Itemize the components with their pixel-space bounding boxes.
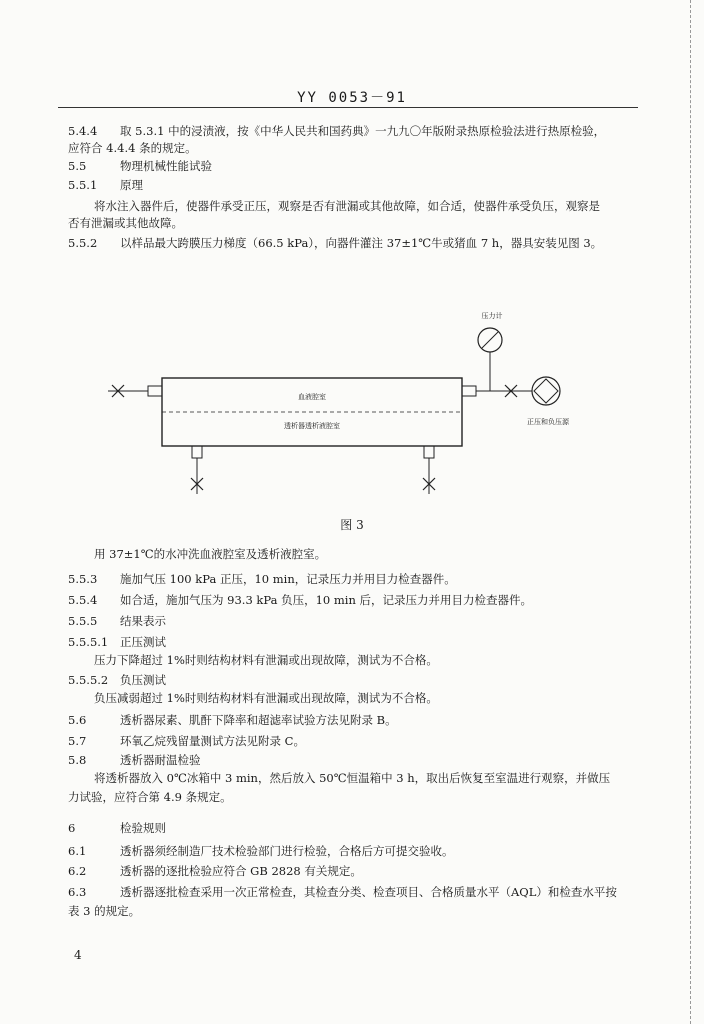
text-line — [94, 546, 326, 562]
clause-text: 应符合 4.4.4 条的规定。 — [68, 141, 197, 155]
text-line — [68, 733, 305, 749]
text-line — [68, 820, 166, 836]
clause-text: 压力下降超过 1%时则结构材料有泄漏或出现故障，测试为不合格。 — [94, 653, 438, 667]
clause-text: 负压测试 — [120, 673, 166, 687]
scan-edge — [690, 0, 692, 1024]
pressure-source-icon — [532, 377, 560, 405]
text-line — [68, 592, 532, 608]
clause-text: 取 5.3.1 中的浸渍液，按《中华人民共和国药典》一九九〇年版附录热原检验法进行热原检验， — [120, 124, 606, 138]
text-line — [68, 123, 605, 139]
clause-number: 6 — [68, 821, 76, 835]
clause-number: 5.5.3 — [68, 572, 98, 586]
text-line — [68, 215, 183, 231]
clause-number: 5.5.5.2 — [68, 673, 109, 687]
text-line — [68, 752, 201, 768]
clause-text: 力试验，应符合第 4.9 条规定。 — [68, 790, 232, 804]
clause-text: 原理 — [120, 178, 143, 192]
clause-number: 5.5.5.1 — [68, 635, 109, 649]
gauge-label: 压力计 — [481, 312, 503, 320]
clause-number: 5.5.5 — [68, 614, 98, 628]
clause-text: 检验规则 — [120, 821, 166, 835]
clause-text: 施加气压 100 kPa 正压，10 min，记录压力并用目力检查器件。 — [120, 572, 456, 586]
text-line — [68, 235, 602, 251]
text-line — [94, 198, 600, 214]
clause-text: 透析器逐批检查采用一次正常检查，其检查分类、检查项目、合格质量水平（AQL）和检查水平按 — [120, 885, 617, 899]
clause-text: 否有泄漏或其他故障。 — [68, 216, 183, 230]
clause-text: 环氧乙烷残留量测试方法见附录 C。 — [120, 734, 305, 748]
dialysate-chamber-label: 透析器透析液腔室 — [284, 422, 340, 430]
clause-text: 正压测试 — [120, 635, 166, 649]
text-line — [68, 843, 454, 859]
clause-number: 5.6 — [68, 713, 87, 727]
clause-number: 5.7 — [68, 734, 87, 748]
text-line — [68, 140, 197, 156]
clause-text: 结果表示 — [120, 614, 166, 628]
clause-text: 透析器耐温检验 — [120, 753, 201, 767]
clause-text: 物理机械性能试验 — [120, 159, 212, 173]
source-label: 正压和负压源 — [527, 418, 569, 426]
text-line — [68, 158, 212, 174]
blood-chamber-label: 血液腔室 — [298, 393, 326, 401]
clause-number: 5.8 — [68, 753, 87, 767]
clause-number: 5.5.1 — [68, 178, 98, 192]
clause-text: 如合适，施加气压为 93.3 kPa 负压，10 min 后，记录压力并用目力检查器件。 — [120, 593, 533, 607]
clause-number: 6.1 — [68, 844, 87, 858]
bottom-right-port — [424, 446, 434, 458]
text-line — [68, 863, 362, 879]
clause-text: 透析器的逐批检验应符合 GB 2828 有关规定。 — [120, 864, 362, 878]
document-header: YY 0053－91 — [297, 90, 407, 106]
clause-number: 6.2 — [68, 864, 87, 878]
text-line — [94, 690, 438, 706]
clause-number: 5.5.2 — [68, 236, 98, 250]
clause-text: 透析器尿素、肌酐下降率和超滤率试验方法见附录 B。 — [120, 713, 397, 727]
clause-text: 以样品最大跨膜压力梯度（66.5 kPa），向器件灌注 37±1℃牛或猪血 7 h，器具安装见图 3。 — [120, 236, 603, 250]
clause-number: 5.4.4 — [68, 124, 98, 138]
text-line — [68, 571, 456, 587]
right-port — [462, 386, 476, 396]
clause-number: 5.5.4 — [68, 593, 98, 607]
bottom-left-port — [192, 446, 202, 458]
text-line — [68, 884, 617, 900]
clause-number: 5.5 — [68, 159, 87, 173]
clause-text: 将水注入器件后，使器件承受正压，观察是否有泄漏或其他故障，如合适，使器件承受负压，观察是 — [94, 199, 600, 213]
text-line — [68, 634, 166, 650]
clause-text: 用 37±1℃的水冲洗血液腔室及透析液腔室。 — [94, 547, 327, 561]
text-line — [68, 177, 143, 193]
figure-caption: 图 3 — [340, 518, 364, 532]
header-rule — [58, 107, 638, 108]
text-line — [68, 672, 166, 688]
text-line — [68, 789, 232, 805]
text-line — [68, 712, 397, 728]
page-number: 4 — [74, 948, 82, 962]
text-line — [68, 613, 166, 629]
clause-text: 表 3 的规定。 — [68, 904, 141, 918]
clause-text: 负压减弱超过 1%时则结构材料有泄漏或出现故障，测试为不合格。 — [94, 691, 438, 705]
left-port — [148, 386, 162, 396]
clause-number: 6.3 — [68, 885, 87, 899]
figure-3-diagram — [100, 300, 600, 500]
text-line — [94, 770, 610, 786]
text-line — [94, 652, 438, 668]
clause-text: 透析器须经制造厂技术检验部门进行检验，合格后方可提交验收。 — [120, 844, 454, 858]
clause-text: 将透析器放入 0℃冰箱中 3 min，然后放入 50℃恒温箱中 3 h，取出后恢复至室温进行观察，并做压 — [94, 771, 611, 785]
text-line — [68, 903, 140, 919]
